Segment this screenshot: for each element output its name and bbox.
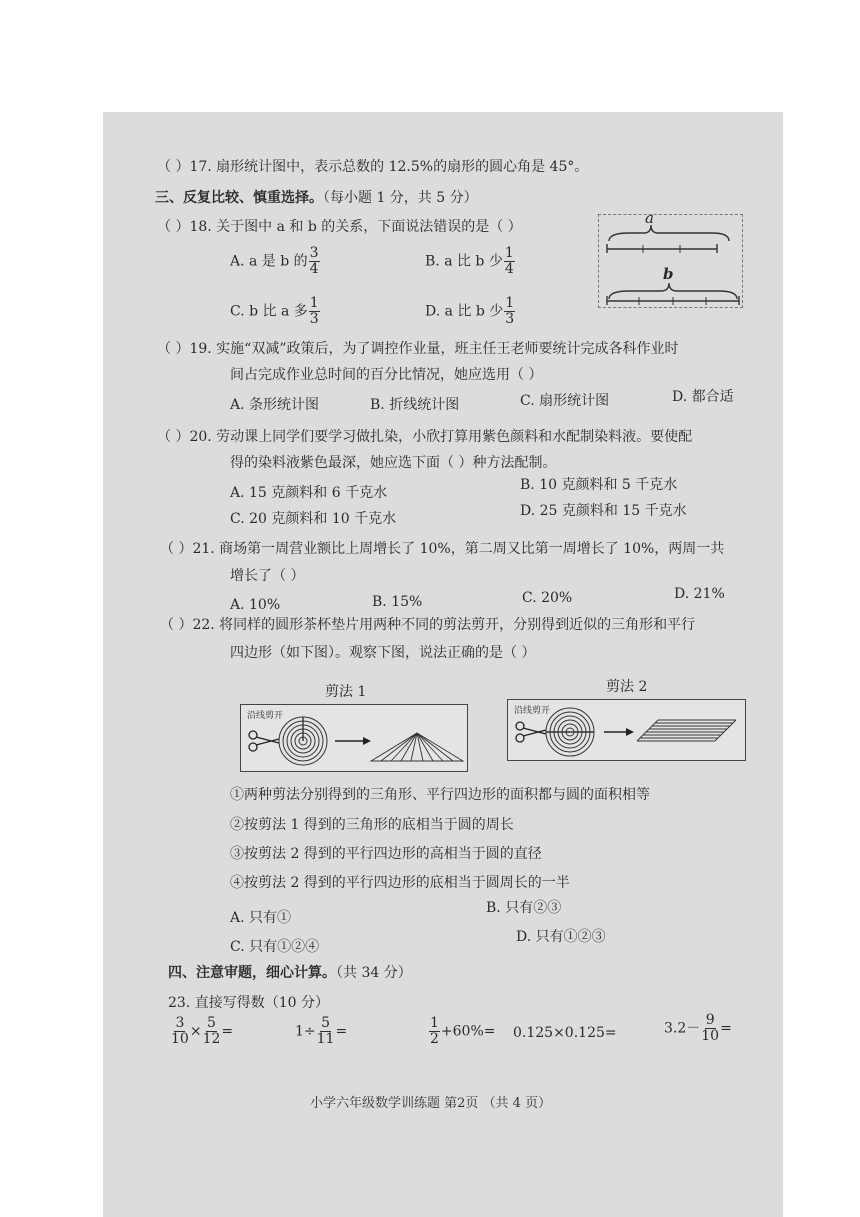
q22-statement-1: ①两种剪法分别得到的三角形、平行四边形的面积都与圆的面积相等 bbox=[230, 787, 650, 803]
q22-statement-3: ③按剪法 2 得到的平行四边形的高相当于圆的直径 bbox=[230, 846, 542, 862]
q20-line1: （ ）20. 劳动课上同学们要学习做扎染，小欣打算用紫色颜料和水配制染料液。要使配 bbox=[157, 429, 693, 445]
q19-option-b: B. 折线统计图 bbox=[370, 397, 460, 413]
q20-option-d: D. 25 克颜料和 15 千克水 bbox=[520, 503, 687, 519]
q17-line bbox=[157, 158, 588, 176]
q22-option-c: C. 只有①②④ bbox=[230, 939, 320, 955]
cut1-figure bbox=[240, 704, 468, 772]
q18-option-d: D. a 比 b 少 $\frac{1}{3}$ bbox=[425, 295, 515, 327]
section3-title: 三、反复比较、慎重选择。 bbox=[155, 190, 323, 206]
section4-heading bbox=[168, 964, 412, 982]
answer-blank[interactable]: （ ） bbox=[157, 341, 190, 357]
cut-tag: 沿线剪开 bbox=[247, 711, 284, 721]
arrow-icon bbox=[335, 737, 371, 745]
q23-expr-2: 1÷ $\frac{5}{11}$ = bbox=[295, 1015, 348, 1047]
q22-statement-2: ②按剪法 1 得到的三角形的底相当于圆的周长 bbox=[230, 817, 514, 833]
q18-line bbox=[157, 218, 522, 236]
q20-option-c: C. 20 克颜料和 10 千克水 bbox=[230, 511, 397, 527]
ab-segment-diagram bbox=[599, 215, 742, 307]
q21-option-c: C. 20% bbox=[522, 590, 573, 606]
cut2-figure bbox=[507, 699, 746, 761]
q21-line2: 增长了（ ） bbox=[230, 568, 305, 584]
q19-line2: 间占完成作业总时间的百分比情况，她应选用（ ） bbox=[230, 367, 543, 383]
section3-note: （每小题 1 分，共 5 分） bbox=[323, 190, 478, 206]
q20-option-b: B. 10 克颜料和 5 千克水 bbox=[520, 477, 678, 493]
answer-blank[interactable]: （ ） bbox=[157, 159, 190, 175]
cut-tag: 沿线剪开 bbox=[514, 706, 551, 716]
scissors-icon bbox=[249, 731, 279, 751]
q21-option-a: A. 10% bbox=[230, 597, 281, 613]
q21-line1: （ ）21. 商场第一周营业额比上周增长了 10%，第二周又比第一周增长了 10%，两周一共 bbox=[160, 541, 725, 557]
q18-text: 18. 关于图中 a 和 b 的关系，下面说法错误的是（ ） bbox=[189, 219, 522, 235]
cut2-title: 剪法 2 bbox=[606, 679, 648, 695]
scissors-icon bbox=[516, 722, 546, 742]
q19-option-d: D. 都合适 bbox=[672, 389, 734, 405]
section3-heading bbox=[155, 189, 478, 207]
q18-option-a: A. a 是 b 的 $\frac{3}{4}$ bbox=[230, 245, 319, 277]
page-footer: 小学六年级数学训练题 第2页 （共 4 页） bbox=[310, 1096, 552, 1111]
label-b: b bbox=[663, 265, 674, 283]
q23-expr-4: 0.125×0.125= bbox=[513, 1025, 617, 1041]
q22-option-a: A. 只有① bbox=[230, 910, 292, 926]
q22-option-b: B. 只有②③ bbox=[486, 900, 562, 916]
q23-expr-1: $\frac{3}{10}$ × $\frac{5}{12}$ = bbox=[171, 1015, 234, 1047]
q22-line2: 四边形（如下图）。观察下图，说法正确的是（ ） bbox=[230, 645, 536, 661]
q20-option-a: A. 15 克颜料和 6 千克水 bbox=[230, 485, 388, 501]
q18-option-b: B. a 比 b 少 $\frac{1}{4}$ bbox=[425, 245, 514, 277]
q22-line1: （ ）22. 将同样的圆形茶杯垫片用两种不同的剪法剪开，分别得到近似的三角形和平行 bbox=[160, 617, 696, 633]
q22-option-d: D. 只有①②③ bbox=[516, 929, 606, 945]
cut1-title: 剪法 1 bbox=[325, 684, 367, 700]
q23-expr-5: 3.2－ $\frac{9}{10}$ = bbox=[664, 1012, 732, 1044]
q19-option-c: C. 扇形统计图 bbox=[520, 393, 610, 409]
q18-figure bbox=[598, 209, 743, 308]
q19-line1: （ ）19. 实施“双减”政策后，为了调控作业量，班主任王老师要统计完成各科作业时 bbox=[157, 341, 679, 357]
section4-title: 四、注意审题，细心计算。 bbox=[168, 965, 336, 981]
q20-line2: 得的染料液紫色最深，她应选下面（ ）种方法配制。 bbox=[230, 455, 557, 471]
q21-option-b: B. 15% bbox=[372, 594, 423, 610]
q23-title: 23. 直接写得数（10 分） bbox=[168, 995, 329, 1011]
answer-blank[interactable]: （ ） bbox=[160, 617, 193, 633]
answer-blank[interactable]: （ ） bbox=[157, 219, 190, 235]
q19-option-a: A. 条形统计图 bbox=[230, 397, 320, 413]
q22-statement-4: ④按剪法 2 得到的平行四边形的底相当于圆周长的一半 bbox=[230, 875, 570, 891]
label-a: a bbox=[645, 209, 654, 227]
q21-option-d: D. 21% bbox=[674, 586, 725, 602]
q17-text: 17. 扇形统计图中，表示总数的 12.5%的扇形的圆心角是 45°。 bbox=[189, 159, 589, 175]
arrow-icon bbox=[604, 728, 634, 736]
answer-blank[interactable]: （ ） bbox=[157, 429, 190, 445]
q18-option-c: C. b 比 a 多 $\frac{1}{3}$ bbox=[230, 295, 319, 327]
section4-note: （共 34 分） bbox=[336, 965, 412, 981]
answer-blank[interactable]: （ ） bbox=[160, 541, 193, 557]
q23-expr-3: $\frac{1}{2}$ +60%= bbox=[430, 1015, 496, 1047]
